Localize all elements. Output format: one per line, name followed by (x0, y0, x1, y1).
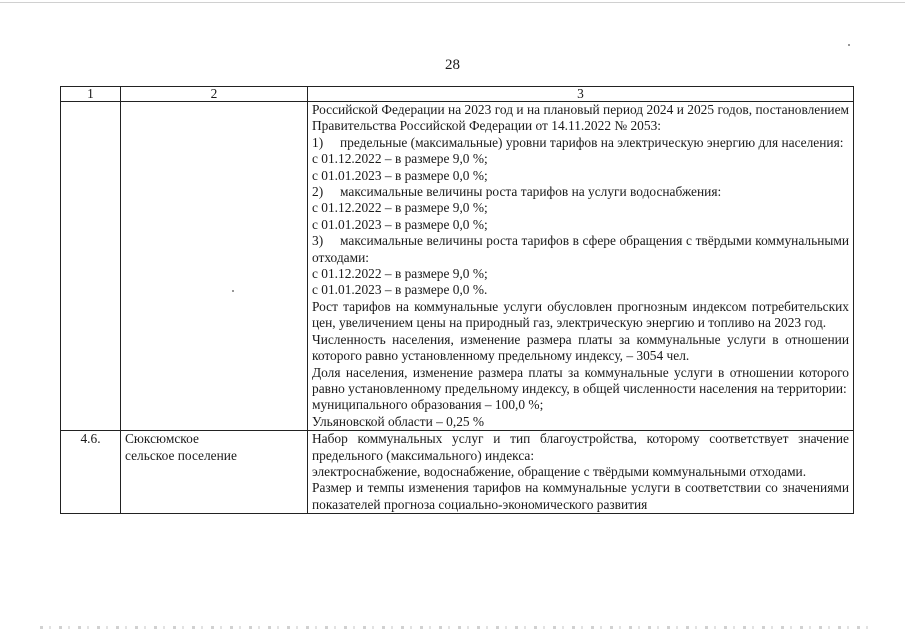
page-number: 28 (445, 57, 460, 73)
paragraph: Доля населения, изменение размера платы за коммунальные услуги в отношении которого равно установленному предельному индексу, в общей численности населения на территории: (312, 364, 849, 396)
description-cell (308, 102, 854, 431)
numbered-item (312, 233, 849, 266)
scan-speck (848, 44, 850, 46)
item-text: максимальные величины роста тарифов на услуги водоснабжения: (340, 184, 722, 200)
paragraph: Российской Федерации на 2023 год и на плановый период 2024 и 2025 годов, постановлением Правительства Российской Федерации от 14.11.2022 № 2053: (312, 102, 849, 134)
text-line: с 01.01.2023 – в размере 0,0 %; (312, 167, 488, 183)
column-header: 2 (121, 87, 308, 102)
item-text: максимальные величины роста тарифов в сфере обращения с твёрдыми коммунальными отходами: (312, 233, 849, 265)
row-number-cell: 4.6. (61, 431, 121, 514)
scan-top-edge (0, 2, 905, 3)
item-text: предельные (максимальные) уровни тарифов на электрическую энергию для населения: (340, 134, 844, 150)
paragraph: электроснабжение, водоснабжение, обращение с твёрдыми коммунальными отходами. (312, 463, 807, 479)
paragraph: Размер и темпы изменения тарифов на коммунальные услуги в соответствии со значениями показателей прогноза социально-экономического развития (312, 480, 849, 512)
table-row (61, 431, 854, 514)
paragraph: Численность населения, изменение размера платы за коммунальные услуги в отношении которого равно установленному предельному индексу, – 3054 чел. (312, 331, 849, 364)
item-marker: 3) (312, 233, 324, 249)
municipality-name-cell (121, 102, 308, 431)
row-number-cell (61, 102, 121, 431)
municipality-name-cell (121, 431, 308, 514)
item-marker: 1) (312, 134, 324, 150)
text-line: с 01.12.2022 – в размере 9,0 %; (312, 200, 488, 216)
column-header: 1 (61, 87, 121, 102)
table-row (61, 102, 854, 431)
document-table (60, 86, 854, 514)
table-header-row (61, 87, 854, 102)
paragraph: Набор коммунальных услуг и тип благоустройства, которому соответствует значение предельного (максимального) индекса: (312, 431, 849, 463)
numbered-item (312, 135, 849, 151)
numbered-item (312, 184, 849, 200)
description-cell (308, 431, 854, 514)
name-line: Сюксюмское (125, 431, 199, 447)
text-line: с 01.12.2022 – в размере 9,0 %; (312, 151, 488, 167)
scan-bottom-noise (40, 626, 870, 629)
name-line: сельское поселение (125, 447, 237, 463)
item-marker: 2) (312, 184, 324, 200)
text-line: муниципального образования – 100,0 %; (312, 397, 544, 413)
text-line: Ульяновской области – 0,25 % (312, 413, 485, 429)
text-line: с 01.01.2023 – в размере 0,0 %. (312, 282, 488, 298)
column-header: 3 (308, 87, 854, 102)
text-line: с 01.12.2022 – в размере 9,0 %; (312, 266, 488, 282)
paragraph: Рост тарифов на коммунальные услуги обусловлен прогнозным индексом потребительских цен, увеличением цены на природный газ, электрическую энергию и топливо на 2023 год. (312, 298, 849, 331)
text-line: с 01.01.2023 – в размере 0,0 %; (312, 216, 488, 232)
